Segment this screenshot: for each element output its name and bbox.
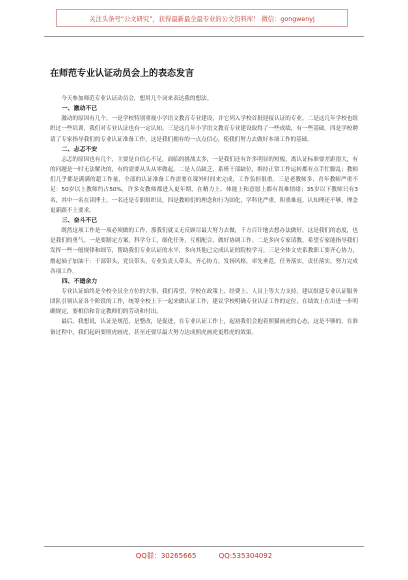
header-divider <box>44 36 364 37</box>
footer-divider <box>44 546 364 547</box>
footer-contact <box>0 551 408 561</box>
body-paragraph: 既然这项工作是一项必须做的工作，那我们就义无反顾尽最大努力去做，千方百计地去想办法做好，这是我们的态度，也是我们的勇气。一是要制定方案，科学分工，细化任务，互相配合，做好协调工作。二是多向专家请教，希望专家能指导我们发挥一些一般规律和细节，帮助我们专业认证的水平，多向其他已完成认证的院校学习。三是全体文史系教职工要齐心协力，撸起袖子加油干：干部带头，党员带头，专业负责人带头，齐心协力，发扬风格，率先垂范，任务落实，责任落实，努力完成各项工作。 <box>50 228 358 275</box>
section-heading: 四、不遗余力 <box>61 278 98 285</box>
footer-qq-group: QQ群：30265665 <box>135 552 197 560</box>
section-heading: 三、奋斗不已 <box>61 217 98 224</box>
promo-banner <box>56 9 348 27</box>
document-body <box>50 94 358 338</box>
promo-banner-text: 关注头条号“公文研究”，获得最新最全最专业的公文资料库！ 微信：gongwenyj <box>89 15 315 23</box>
body-paragraph: 最后，我想说，认证是规范，是整改，是促进，在专业认证工作上，起初我们会抱着照猫画虎的心态，这是不够的，在准备过程中，我们起码要照虎画虎，甚至还要尽最大努力达成照虎画虎更胜虎的效果。 <box>50 319 358 336</box>
footer-qq: QQ:535304092 <box>218 552 273 560</box>
intro-paragraph: 今天参加师范专业认证动员会，想用几个词来表达我的想法。 <box>61 96 213 102</box>
body-paragraph: 忐忑的原因也有几个，主要是自信心不足，面临的挑战太多，一是我们还有许多明显的短板，离认证标准要差距很大，有的问题是一时无法解决的，有的需要从头从零做起。二是人员缺乏，系班干部缺位，维持正常工作运转都有点手忙脚乱；教师们几乎都是满满的超工作量，全部的认证准备工作需要在课外时间来完成，工作负担很重。三是老教师多，青年教师严重不足：50岁以上教师约占50%，许多女教师都进入更年期，在精力上、体能上和意愿上都有畏难情绪；35岁以下教师只有3名，其中一名在读博士，一名还是专职组织员，四是教师们的理念和行为固化，学科化严重，积重难返，认知理还不够，理念更新跟不上要求。 <box>50 156 358 214</box>
body-paragraph: 专业认证始终是全校全员全方位的大事，我们希望，学校在政策上、经费上、人员上等大力支持，建议组建专业认证服务团队引领认证各个阶段的工作，统筹全校上下一起来做认证工作，建议学校明确专业认证工作的定位，在绩效上在出进一步明确规定，要相信和肯定教师们的劳动和付出。 <box>50 288 358 316</box>
body-paragraph: 激动的原因有几个，一是学校特别重视小学语文教育专业建设，并它列入学校首批迎接认证的专业。二是这几年学校也组织过一些培训，我们对专业认证也有一定认知。三是这几年小学语文教育专业建设取得了一些成绩，有一些基础。四是学校聘请了专家指导我们的专业认证准备工作，这是我们拥有的一点点信心，使我们努力去做好本项工作的基础。 <box>50 116 358 143</box>
section-heading: 一、激动不已 <box>61 106 98 113</box>
section-heading: 二、忐忑不安 <box>61 146 98 153</box>
document-title: 在师范专业认证动员会上的表态发言 <box>50 69 195 79</box>
